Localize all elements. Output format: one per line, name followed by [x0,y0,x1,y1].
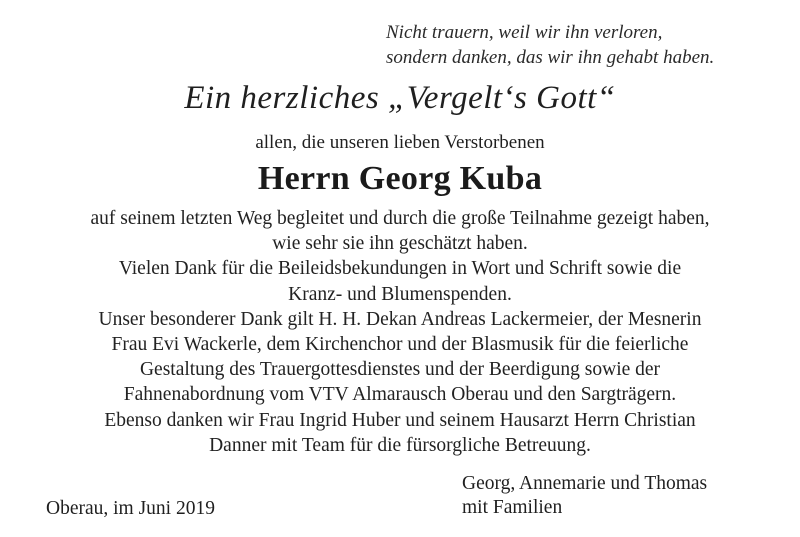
signature-block [462,472,707,520]
body-line: Fahnenabordnung vom VTV Almarausch Oberau und den Sargträgern. [123,384,677,406]
body-line: Danner mit Team für die fürsorgliche Betreuung. [209,434,591,456]
place-date: Oberau, im Juni 2019 [46,498,215,519]
body-line: Vielen Dank für die Beileidsbekundungen in Wort und Schrift sowie die [118,258,682,280]
body-line: Kranz- und Blumenspenden. [288,283,512,305]
body-text [0,206,800,458]
quote-line-1: Nicht trauern, weil wir ihn verloren, [386,22,663,43]
memorial-quote [386,20,714,70]
body-line: Ebenso danken wir Frau Ingrid Huber und seinem Hausarzt Herrn Christian [104,409,696,431]
thank-you-heading: Ein herzliches „Vergelt‘s Gott“ [184,80,616,116]
body-line: Unser besonderer Dank gilt H. H. Dekan Andreas Lackermeier, der Mesnerin [98,308,702,330]
signature-line-1: Georg, Annemarie und Thomas [462,473,708,494]
body-line: Gestaltung des Trauergottesdienstes und der Beerdigung sowie der [139,359,661,381]
signature-line-2: mit Familien [462,497,563,518]
intro-line: allen, die unseren lieben Verstorbenen [255,132,545,153]
body-line: Frau Evi Wackerle, dem Kirchenchor und der Blasmusik für die feierliche [111,334,689,356]
quote-line-2: sondern danken, das wir ihn gehabt haben. [386,47,715,68]
body-line: wie sehr sie ihn geschätzt haben. [272,233,528,255]
body-line: auf seinem letzten Weg begleitet und durch die große Teilnahme gezeigt haben, [90,208,710,229]
deceased-name: Herrn Georg Kuba [257,160,543,197]
